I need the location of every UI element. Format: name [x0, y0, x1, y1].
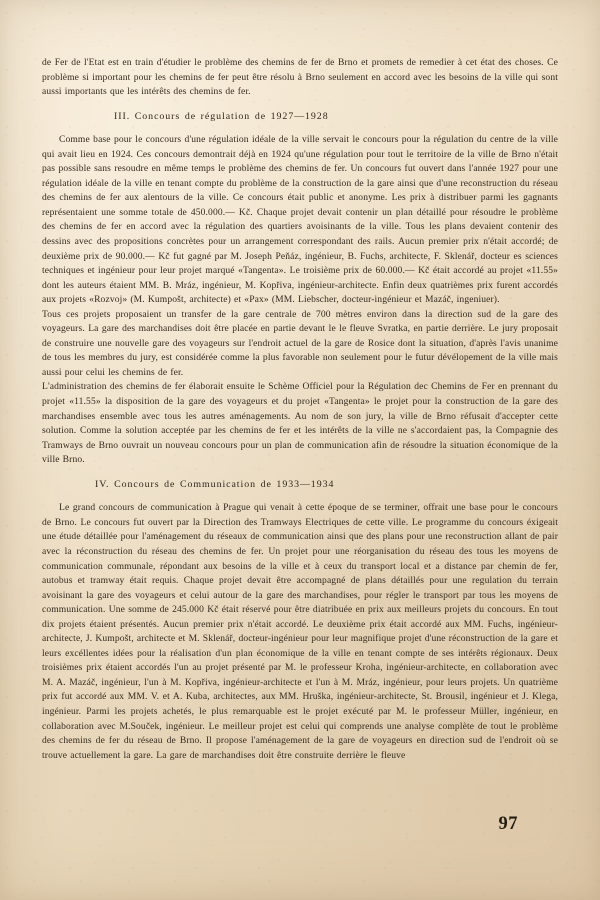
- heading-spacer-bottom-iv: [42, 492, 558, 501]
- page-number: 97: [498, 814, 518, 834]
- paragraph-iii-2: Tous ces projets proposaient un transfer de la gare centrale de 700 mètres environ dans la direction sud de la gare des voyageurs. La gare des marchandises doit être placée en partie devant le le fleuve Svratka, en partie derrière. Le jury proposait de construire une nouvelle gare des voyageurs sur l'endroit actuel de la gare de Rosice dont la situation, d'après l'avis unanime de tous les membres du jury, est considérée comme la plus favorable non seulement pour le futur dévélopement de la ville mais aussi pour celui les chemins de fer.: [42, 308, 558, 378]
- paragraph-iv-1: Le grand concours de communication à Prague qui venait à cette époque de se terminer, offrait une base pour le concours de Brno. Le concours fut ouvert par la Direction des Tramways Electriques de cette ville. Le programme du concours éxigeait une étude détaillée pour l'aménagement du réseaux de communication ainsi que des plans pour une reconstruction allant de pair avec la réconstruction du réseau des chemins de fer. Un projet pour une réorganisation du réseau des tous les moyens de communication communale, répondant aux besoins de la ville et à ceux du transport local et a distance par chemin de fer, autobus et tramway était requis. Chaque projet devait être accompagné de plans détaillés pour une regulation du terrain avoisinant la gare des voyageurs et celui autour de la gare des marchandises, pour régler le transport par tous les moyens de communication. Une somme de 245.000 Kč était réservé pour être diatribuée en prix aux meilleurs projets du concours. En tout dix projets étaient présentés. Aucun premier prix n'était accordé. Le deuxième prix était accordé aux MM. Fuchs, ingénieur-architecte, J. Kumpošt, architecte et M. Sklenář, docteur-ingénieur pour leur magnifique projet d'une réconstruction de la gare et leurs excéllentes idées pour la réalisation d'un plan économique de la ville en tenant compte de ses intérêts régionaux. Deux troisièmes prix étaient accordés l'un au projet présenté par M. le professeur Kroha, ingénieur-architecte, en collaboration avec M. A. Mazáč, ingénieur, l'un à M. Kopřiva, ingénieur-architecte et l'un à M. Mráz, ingénieur, pour leurs projets. Un quatrième prix fut accordé aux MM. V. et A. Kuba, architectes, aux MM. Hruška, ingénieur-architecte, St. Brousil, ingénieur et J. Klega, ingénieur. Parmi les projets achetés, le plus remarquable est le projet exécuté par M. le professeur Müller, ingénieur, en collaboration avec M.Souček, ingénieur. Le meilleur projet est celui qui comprends une analyse complète de tout le problème des chemins de fer du réseau de Brno. Il propose l'aménagement de la gare de voyageurs en direction sud de l'endroit où se trouve actuellement la gare. La gare de marchandises doit être construite derrière le fleuve: [42, 502, 558, 761]
- paragraph-iii-1: Comme base pour le concours d'une régulation idéale de la ville servait le concours pour la régulation du centre de la ville qui avait lieu en 1924. Ces concours demontrait déjà en 1924 qu'une régulation pour tout le territoire de la ville de Brno n'était pas possible sans resoudre en même temps le problème des chemins de fer. Un concours fut ouvert dans l'année 1927 pour une régulation idéale de la ville en tenant compte du problème de la construction de la gare ainsi que d'une reconstruction du réseau des chemins de fer aux alentours de la ville. Ce concours était public et anonyme. Les prix à distribuer parmi les gagnants représentaient une somme totale de 450.000.— Kč. Chaque projet devait contenir un plan détaillé pour résoudre le problème des chemins de fer en accord avec la régulation des quartiers avoisinants de la ville. Tous les plans devaient contenir des dessins avec des propositions concrètes pour un arrangement correspondant des rails. Aucun premier prix n'était accordé; de deuxième prix de 90.000.— Kč fut gagné par M. Joseph Peňáz, ingénieur, B. Fuchs, architecte, F. Sklenář, docteur es sciences techniques et ingénieur pour leur projet marqué «Tangenta». Le troisième prix de 60.000.— Kč était accordé au projet «11.55» dont les auteurs étaient MM. B. Mráz, ingénieur, M. Kopřiva, ingénieur-architecte. Enfin deux quatrièmes prix furent accordés aux projets «Rozvoj» (M. Kumpošt, architecte) et «Pax» (MM. Liebscher, docteur-ingénieur et Mazáč, ingeniuer).: [42, 134, 558, 306]
- section-heading-iv: IV. Concours de Communication de 1933—1934: [95, 478, 335, 490]
- paragraph-iii-3: L'administration des chemins de fer élaborait ensuite le Schème Officiel pour la Régulation dec Chemins de Fer en prennant du projet «11.55» la disposition de la gare des voyageurs et du projet «Tangenta» le projet pour la construction de la gare des marchandises ensemble avec tous les autres aménagements. Au nom de son jury, la ville de Brno réfusait d'accepter cette solution. Comme la solution acceptée par les chemins de fer et les intérêts de la ville ne s'accordaient pas, la Compagnie des Tramways de Brno ouvrait un nouveau concours pour un plan de communication afin de résoudre la situation économique de la ville Brno.: [42, 381, 558, 466]
- heading-spacer-top-iv: [42, 468, 558, 478]
- heading-spacer-bottom-iii: [42, 124, 558, 133]
- paragraph-intro: de Fer de l'Etat est en train d'étudier le problème des chemins de fer de Brno et promets de remedier à cet état des choses. Ce problème si important pour les chemins de fer peut être résolu à Brno seulement en accord avec les besoins de la ville qui sont aussi importants que les intérêts des chemins de fer.: [42, 57, 558, 98]
- page-text-block: [42, 56, 558, 763]
- heading-spacer-top-iii: [42, 100, 558, 110]
- section-heading-iii: III. Concours de régulation de 1927—1928: [114, 110, 329, 122]
